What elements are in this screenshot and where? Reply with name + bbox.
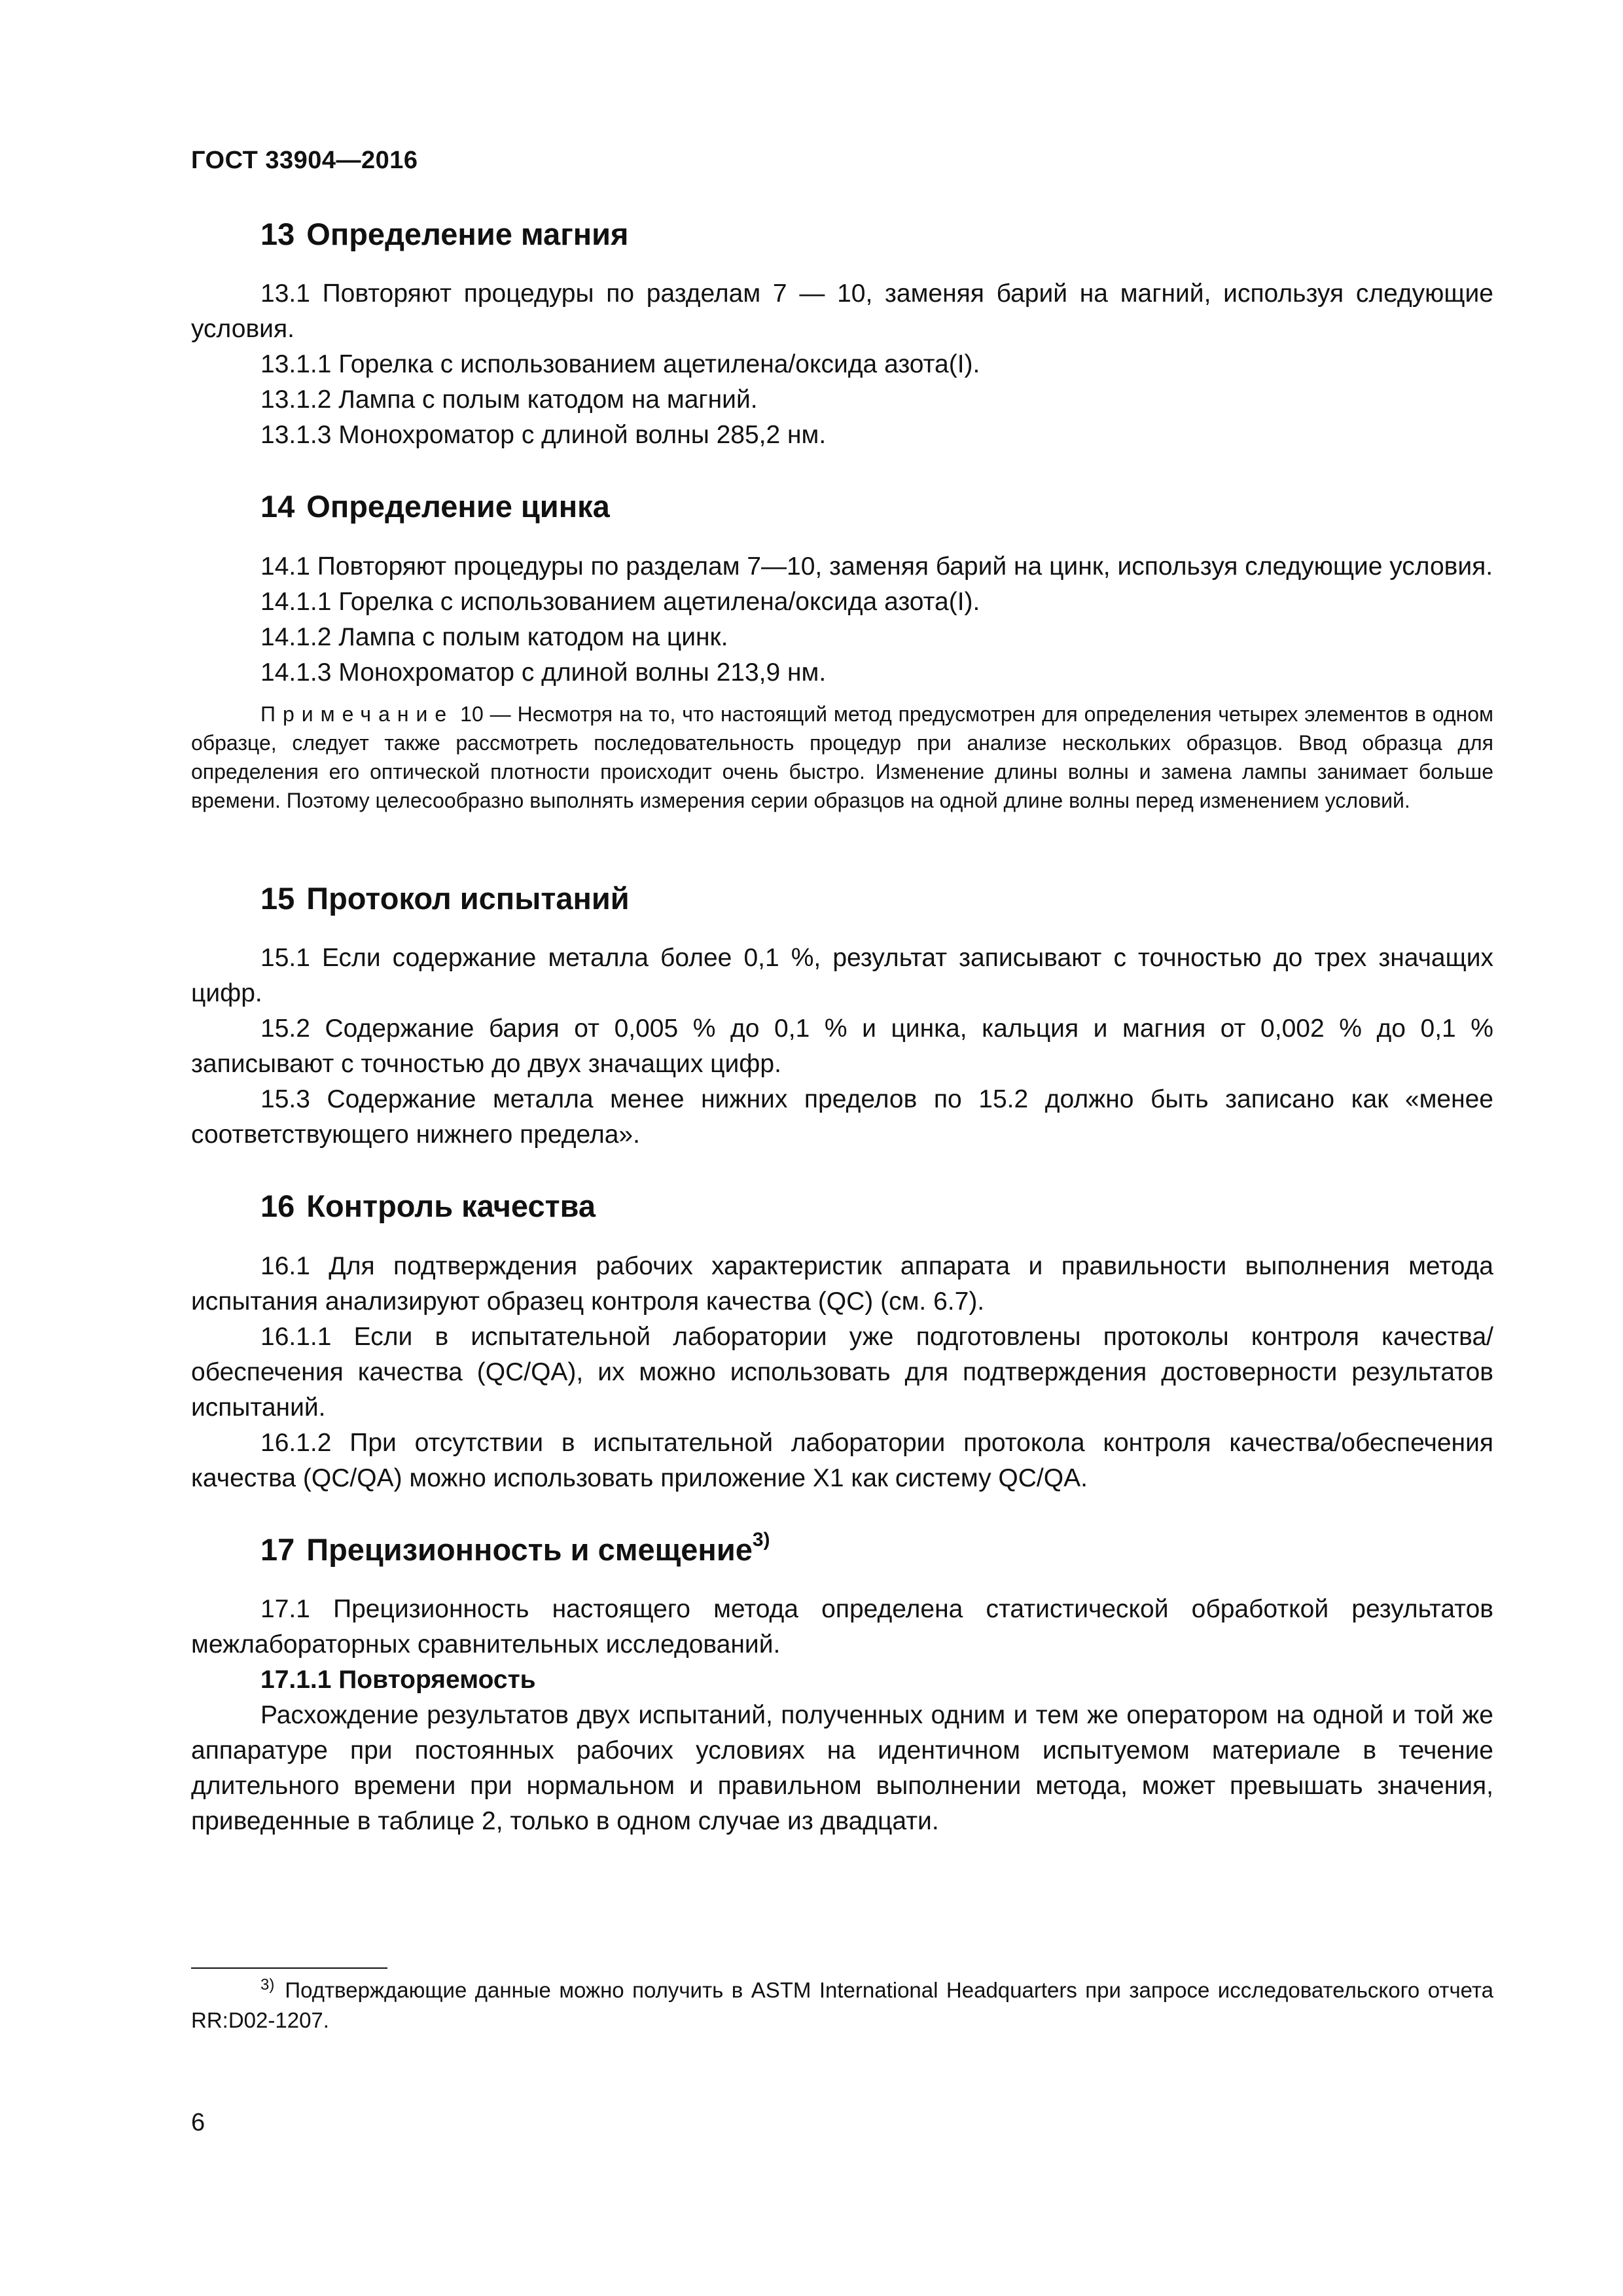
paragraph-16-1: 16.1 Для подтверждения рабочих характеристик аппарата и правильности выполнения метода испытания анализируют образец контроля качества (QC) (см. 6.7). — [191, 1251, 1493, 1316]
section-14 — [191, 488, 1493, 814]
paragraph-16-1-2: 16.1.2 При отсутствии в испытательной лаборатории протокола контроля качества/обеспечения качества (QC/QA) можно использовать приложение X1 как систему QC/QA. — [191, 1428, 1493, 1492]
section-17-heading — [191, 1528, 1493, 1568]
paragraph-14-1-3: 14.1.3 Монохроматор с длиной волны 213,9 нм. — [260, 658, 827, 687]
section-16-title: Контроль качества — [306, 1189, 596, 1224]
footnote-divider — [191, 1967, 387, 1969]
paragraph-15-2: 15.2 Содержание бария от 0,005 % до 0,1 % и цинка, кальция и магния от 0,002 % до 0,1 % записывают с точностью до двух значащих цифр. — [191, 1014, 1493, 1079]
footnote-3 — [191, 1975, 1493, 2036]
paragraph-13-1: 13.1 Повторяют процедуры по разделам 7 — 10, заменяя барий на магний, используя следующие условия. — [191, 279, 1493, 344]
section-15-number: 15 — [260, 880, 295, 916]
paragraph-15-3: 15.3 Содержание металла менее нижних пределов по 15.2 должно быть записано как «менее соответствующего нижнего предела». — [191, 1085, 1493, 1149]
section-14-number: 14 — [260, 489, 295, 524]
note-10 — [191, 700, 1493, 815]
paragraph-13-1-3: 13.1.3 Монохроматор с длиной волны 285,2 нм. — [260, 421, 827, 450]
paragraph-17-1: 17.1 Прецизионность настоящего метода определена статистической обработкой результатов межлабораторных сравнительных исследований. — [191, 1594, 1493, 1659]
section-13-title: Определение магния — [306, 217, 629, 251]
note-label: Примечание — [260, 702, 454, 726]
section-14-heading — [191, 488, 1493, 525]
paragraph-13-1-1: 13.1.1 Горелка с использованием ацетилена/оксида азота(I). — [260, 350, 980, 379]
paragraph-14-1-1: 14.1.1 Горелка с использованием ацетилена/оксида азота(I). — [260, 587, 980, 616]
paragraph-14-1-2: 14.1.2 Лампа с полым катодом на цинк. — [260, 622, 728, 651]
section-15-title: Протокол испытаний — [306, 880, 630, 916]
paragraph-14-1: 14.1 Повторяют процедуры по разделам 7—10, заменяя барий на цинк, используя следующие условия. — [260, 552, 1493, 581]
section-16 — [191, 1188, 1493, 1496]
page-content — [191, 216, 1493, 1874]
paragraph-13-1-2: 13.1.2 Лампа с полым катодом на магний. — [260, 386, 758, 414]
section-13 — [191, 216, 1493, 453]
footnote-mark: 3) — [260, 1976, 275, 1994]
section-13-heading — [191, 216, 1493, 253]
note-text: 10 — Несмотря на то, что настоящий метод предусмотрен для определения четырех элементов в одном образце, следует также рассмотреть последовательность процедур при анализе нескольких образцов. Ввод образца для определения его оптической плотности происходит очень быстро. Изменение длины волны и замена лампы занимает больше времени. Поэтому целесообразно выполнять измерения серии образцов на одной длине волны перед изменением условий. — [191, 702, 1494, 812]
paragraph-16-1-1: 16.1.1 Если в испытательной лаборатории уже подготовлены протоколы контроля качества/обеспечения качества (QC/QA), их можно использовать для подтверждения достоверности результатов испытаний. — [191, 1322, 1493, 1422]
section-17-number: 17 — [260, 1532, 295, 1567]
section-17-title: Прецизионность и смещение — [306, 1532, 753, 1567]
paragraph-17-1-1: Расхождение результатов двух испытаний, полученных одним и тем же оператором на одной и той же аппаратуре при постоянных рабочих условиях на идентичном испытуемом материале в течение длительного времени при нормальном и правильном выполнении метода, может превышать значения, приведенные в таблице 2, только в одном случае из двадцати. — [191, 1700, 1493, 1835]
page-number: 6 — [191, 2109, 205, 2136]
section-15 — [191, 880, 1493, 1153]
section-14-title: Определение цинка — [306, 489, 610, 524]
subsection-17-1-1-title: 17.1.1 Повторяемость — [260, 1665, 536, 1694]
document-code: ГОСТ 33904—2016 — [191, 147, 418, 174]
footnote-reference[interactable]: 3) — [752, 1528, 770, 1551]
section-13-number: 13 — [260, 217, 295, 251]
section-16-number: 16 — [260, 1189, 295, 1224]
section-15-heading — [191, 880, 1493, 917]
paragraph-15-1: 15.1 Если содержание металла более 0,1 %, результат записывают с точностью до трех значащих цифр. — [191, 944, 1493, 1008]
footnote-text: Подтверждающие данные можно получить в ASTM International Headquarters при запросе исследовательского отчета RR:D02-1207. — [191, 1978, 1493, 2032]
section-16-heading — [191, 1188, 1493, 1225]
section-17 — [191, 1528, 1493, 1839]
